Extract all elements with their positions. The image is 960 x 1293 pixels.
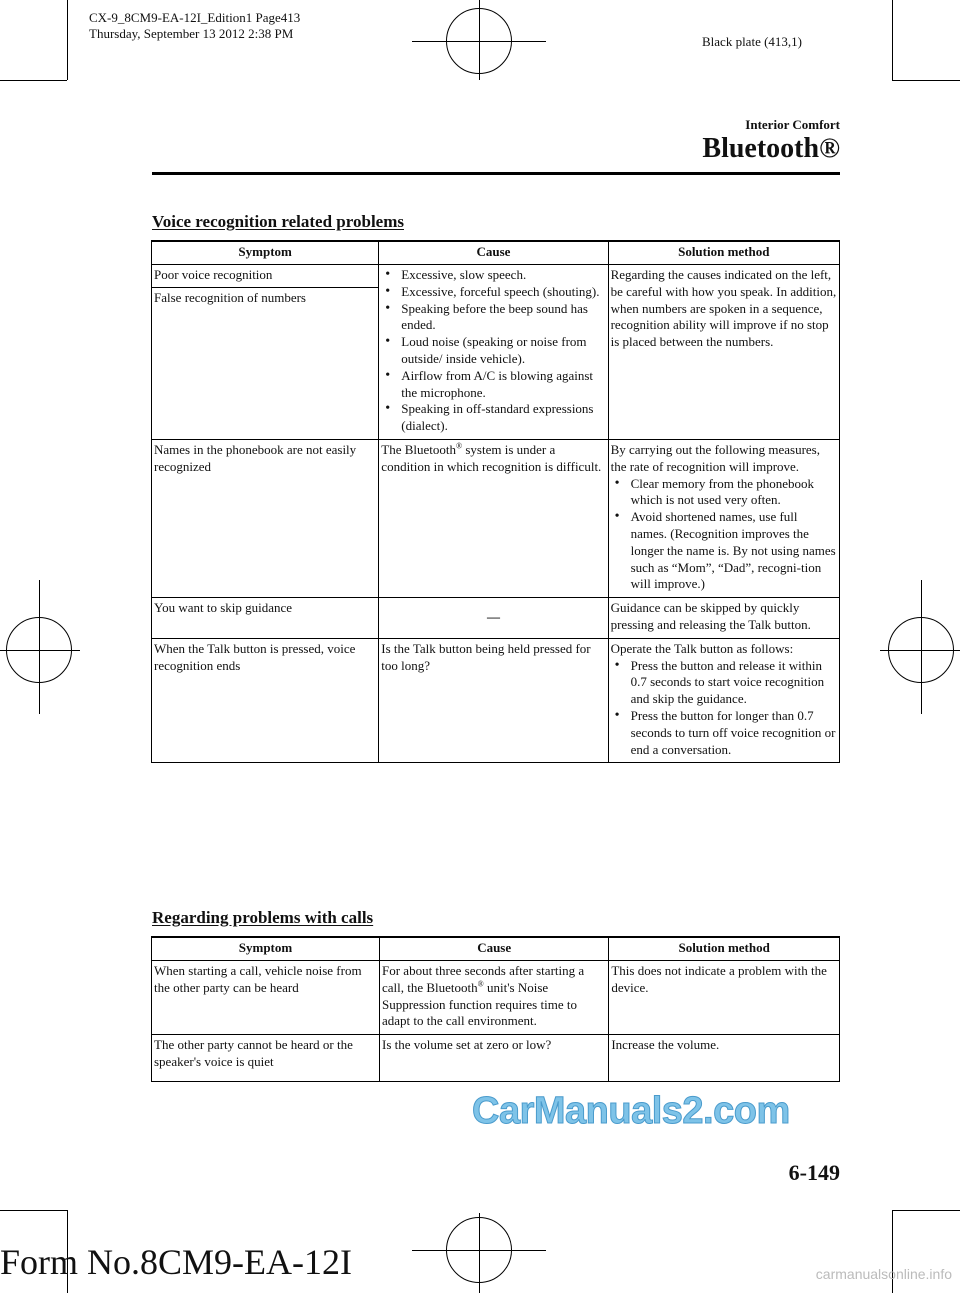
solution-intro: Operate the Talk button as follows:	[610, 640, 794, 656]
crop-mark	[0, 1210, 67, 1211]
registration-mark-right	[880, 650, 960, 651]
column-header-solution: Solution method	[608, 241, 839, 265]
list-item: • Excessive, forceful speech (shouting).	[381, 284, 605, 301]
voice-problems-table	[151, 240, 840, 763]
cause-cell: Is the Talk button being held pressed for too long?	[379, 638, 608, 763]
cause-cell	[379, 961, 608, 1035]
solution-cell: Regarding the causes indicated on the left, be careful with how you speak. In addition, when numbers are spoken in a sequence, recognition ability will improve if no stop is placed between the numbers.	[608, 265, 839, 440]
cause-cell	[379, 265, 608, 440]
symptom-text: False recognition of numbers	[154, 289, 306, 305]
crop-mark	[892, 1210, 960, 1211]
table-header-row	[152, 241, 840, 265]
calls-section-heading: Regarding problems with calls	[152, 908, 374, 927]
solution-cell: This does not indicate a problem with the device.	[609, 961, 840, 1035]
crop-mark	[892, 0, 893, 80]
header-rule	[152, 172, 840, 175]
registered-mark: ®	[456, 441, 463, 451]
column-header-cause: Cause	[379, 937, 608, 961]
solution-intro: By carrying out the following measures, the rate of recognition will improve.	[610, 441, 820, 474]
symptom-cell: When starting a call, vehicle noise from the other party can be heard	[152, 961, 380, 1035]
table-row	[152, 1035, 840, 1082]
column-header-cause: Cause	[379, 241, 608, 265]
solution-cell: Guidance can be skipped by quickly pressing and releasing the Talk button.	[608, 598, 839, 639]
crop-mark	[67, 0, 68, 80]
registration-mark-left	[0, 650, 80, 651]
list-item: • Speaking in off-standard expressions (dialect).	[381, 401, 605, 435]
registration-mark-left	[39, 580, 40, 714]
cause-list	[381, 267, 605, 435]
table-row	[152, 598, 840, 639]
list-item: • Airflow from A/C is blowing against the microphone.	[381, 368, 605, 402]
solution-cell: Increase the volume.	[609, 1035, 840, 1082]
cause-cell	[379, 439, 608, 597]
symptom-cell: When the Talk button is pressed, voice recognition ends	[152, 638, 379, 763]
print-info	[89, 10, 300, 42]
table-row	[152, 265, 840, 440]
list-item: • Speaking before the beep sound has ended.	[381, 301, 605, 335]
list-item: • Avoid shortened names, use full names. (Recognition improves the longer the name is. By not using names such as “Mom”, “Dad”, recogni-tion will improve.)	[611, 509, 837, 593]
symptom-cell	[152, 265, 379, 440]
crop-mark	[0, 80, 67, 81]
solution-cell	[608, 439, 839, 597]
cause-cell: Is the volume set at zero or low?	[379, 1035, 608, 1082]
plate-label: Black plate (413,1)	[702, 34, 802, 49]
table-row	[152, 961, 840, 1035]
print-info-date: Thursday, September 13 2012 2:38 PM	[89, 26, 294, 41]
registration-mark-bottom	[479, 1213, 480, 1293]
cause-text: The Bluetooth	[381, 441, 457, 457]
list-item: • Excessive, slow speech.	[381, 267, 605, 284]
symptom-text: Poor voice recognition	[152, 265, 378, 288]
column-header-symptom: Symptom	[152, 937, 380, 961]
watermark-logo[interactable]: CarManuals2.com	[472, 1090, 740, 1136]
footer-site-link[interactable]: carmanualsonline.info	[815, 1266, 952, 1282]
registration-mark-top	[479, 0, 480, 80]
cause-text: unit's Noise Suppression function requires time to adapt to the call environment.	[381, 979, 577, 1029]
solution-cell	[608, 638, 839, 763]
solution-list	[611, 476, 837, 594]
page-number: 6-149	[788, 1160, 840, 1185]
crop-mark	[892, 80, 960, 81]
table-row	[152, 439, 840, 597]
cause-text: system is under a condition in which recognition is difficult.	[381, 441, 602, 474]
list-item: • Press the button and release it within 0.7 seconds to start voice recognition and skip the guidance.	[611, 658, 837, 708]
list-item: • Clear memory from the phonebook which is not used very often.	[611, 476, 837, 510]
call-problems-table	[151, 936, 840, 1082]
registration-mark-right	[921, 580, 922, 714]
registered-mark: ®	[477, 979, 484, 989]
cause-text: For about three seconds after starting a call, the Bluetooth	[381, 963, 585, 995]
column-header-symptom: Symptom	[152, 241, 379, 265]
section-title: Bluetooth®	[702, 133, 840, 164]
cause-cell: —	[379, 598, 608, 639]
list-item: • Press the button for longer than 0.7 seconds to turn off voice recognition or end a conversation.	[611, 708, 837, 758]
voice-section-heading: Voice recognition related problems	[152, 212, 404, 231]
solution-list	[611, 658, 837, 759]
table-row	[152, 638, 840, 763]
list-item: • Loud noise (speaking or noise from outside/ inside vehicle).	[381, 334, 605, 368]
table-header-row	[152, 937, 840, 961]
column-header-solution: Solution method	[609, 937, 840, 961]
symptom-cell: Names in the phonebook are not easily recognized	[152, 439, 379, 597]
form-number: Form No.8CM9-EA-12I	[0, 1242, 352, 1282]
symptom-cell: You want to skip guidance	[152, 598, 379, 639]
symptom-cell: The other party cannot be heard or the speaker's voice is quiet	[152, 1035, 380, 1082]
section-category: Interior Comfort	[745, 117, 840, 132]
print-info-file: CX-9_8CM9-EA-12I_Edition1 Page413	[89, 10, 301, 25]
